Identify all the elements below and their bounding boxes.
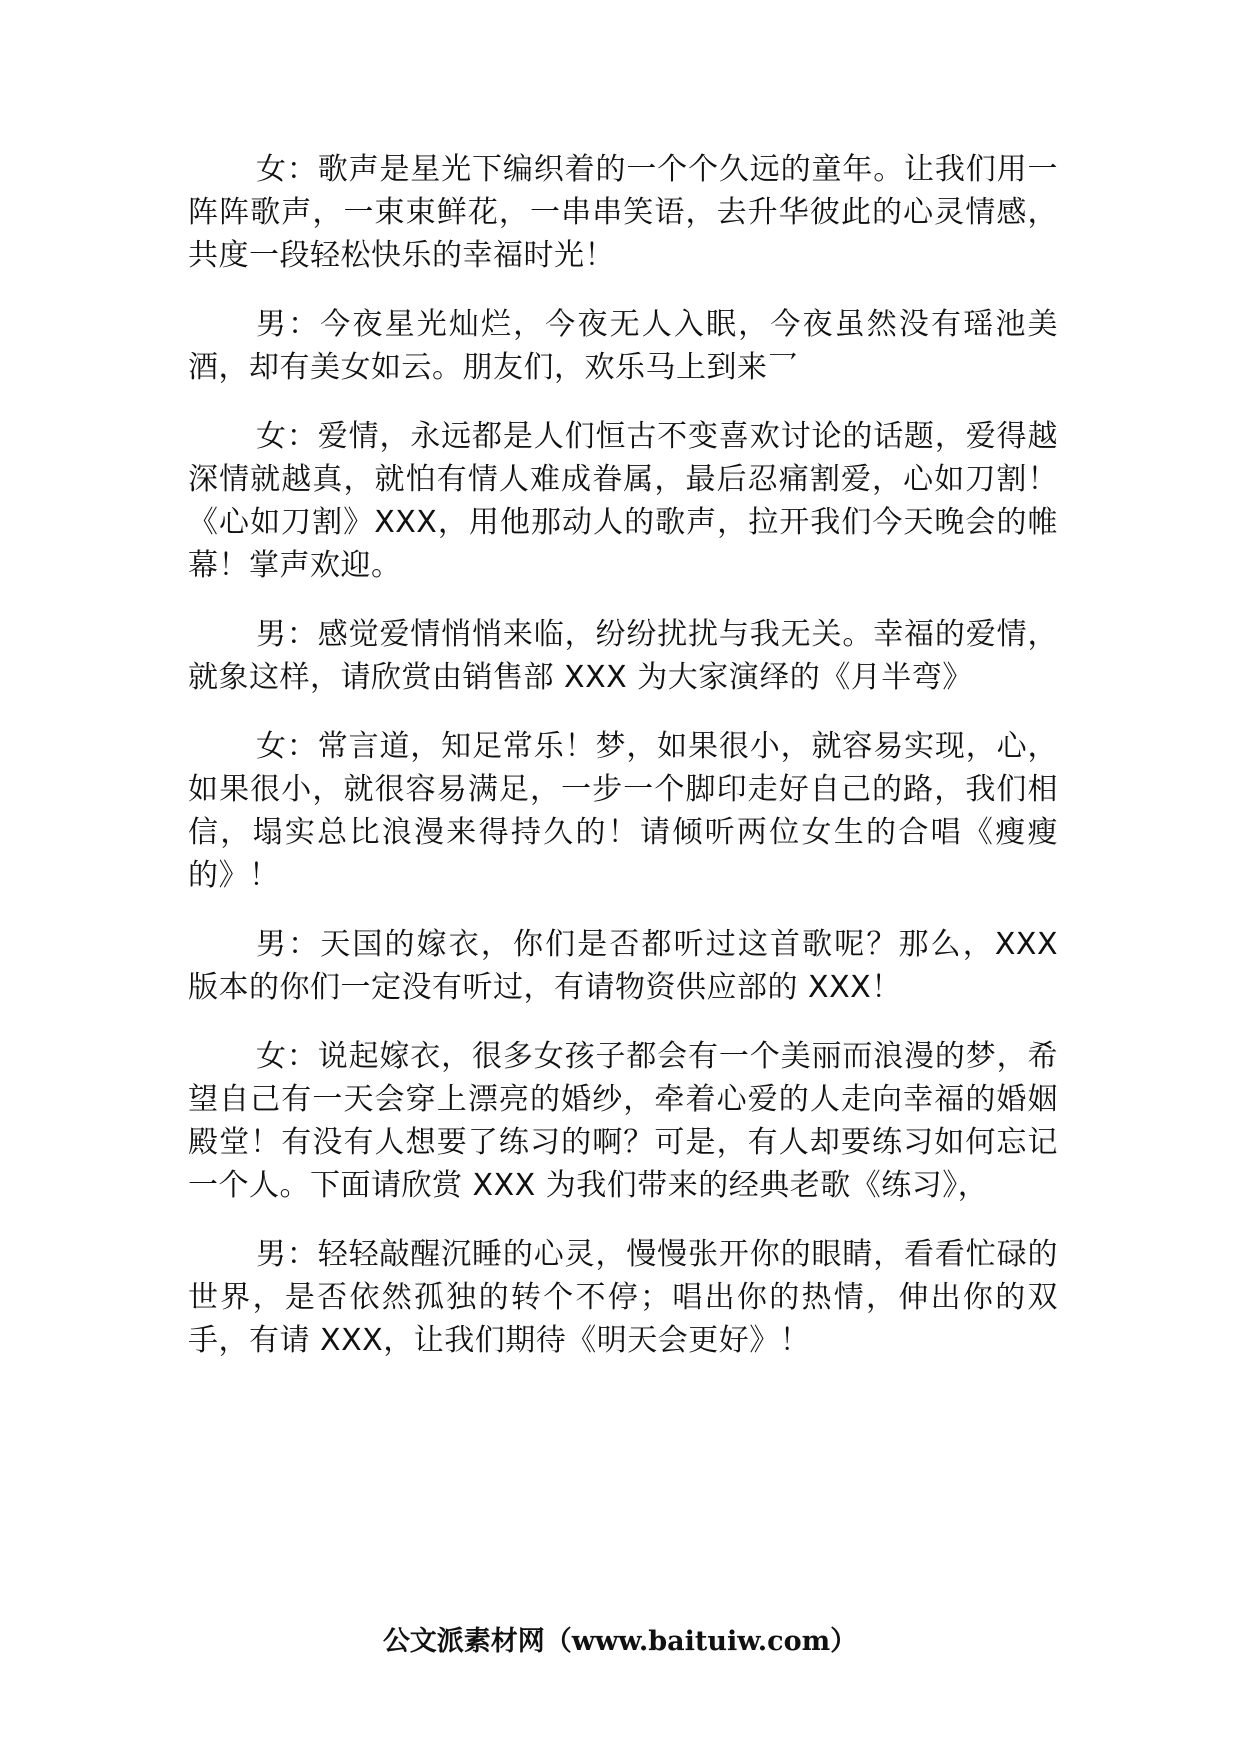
paragraph: 男：感觉爱情悄悄来临，纷纷扰扰与我无关。幸福的爱情，就象这样，请欣赏由销售部 XXX 为大家演绎的《月半弯》 — [188, 617, 1058, 695]
paragraph: 男：轻轻敲醒沉睡的心灵，慢慢张开你的眼睛，看看忙碌的世界，是否依然孤独的转个不停；唱出你的热情，伸出你的双手，有请 XXX，让我们期待《明天会更好》！ — [188, 1237, 1058, 1358]
paragraph: 女：爱情，永远都是人们恒古不变喜欢讨论的话题，爱得越深情就越真，就怕有情人难成眷属，最后忍痛割爱，心如刀割！《心如刀割》XXX，用他那动人的歌声，拉开我们今天晚会的帷幕！掌声欢迎。 — [188, 419, 1058, 583]
page-footer: 公文派素材网（www.baituiw.com） — [382, 1626, 858, 1657]
paragraph: 男：天国的嫁衣，你们是否都听过这首歌呢？那么，XXX 版本的你们一定没有听过，有请物资供应部的 XXX！ — [188, 927, 1058, 1005]
paragraph: 女：常言道，知足常乐！梦，如果很小，就容易实现，心，如果很小，就很容易满足，一步一个脚印走好自己的路，我们相信，塌实总比浪漫来得持久的！请倾听两位女生的合唱《瘦瘦的》！ — [188, 729, 1058, 893]
paragraph: 女：说起嫁衣，很多女孩子都会有一个美丽而浪漫的梦，希望自己有一天会穿上漂亮的婚纱，牵着心爱的人走向幸福的婚姻殿堂！有没有人想要了练习的啊？可是，有人却要练习如何忘记一个人。下面请欣赏 XXX 为我们带来的经典老歌《练习》， — [188, 1039, 1058, 1203]
paragraph: 女：歌声是星光下编织着的一个个久远的童年。让我们用一阵阵歌声，一束束鲜花，一串串笑语，去升华彼此的心灵情感，共度一段轻松快乐的幸福时光！ — [188, 152, 1058, 273]
paragraph: 男：今夜星光灿烂，今夜无人入眠，今夜虽然没有瑶池美酒，却有美女如云。朋友们，欢乐马上到来乛 — [188, 307, 1058, 385]
document-body — [188, 148, 1058, 1388]
